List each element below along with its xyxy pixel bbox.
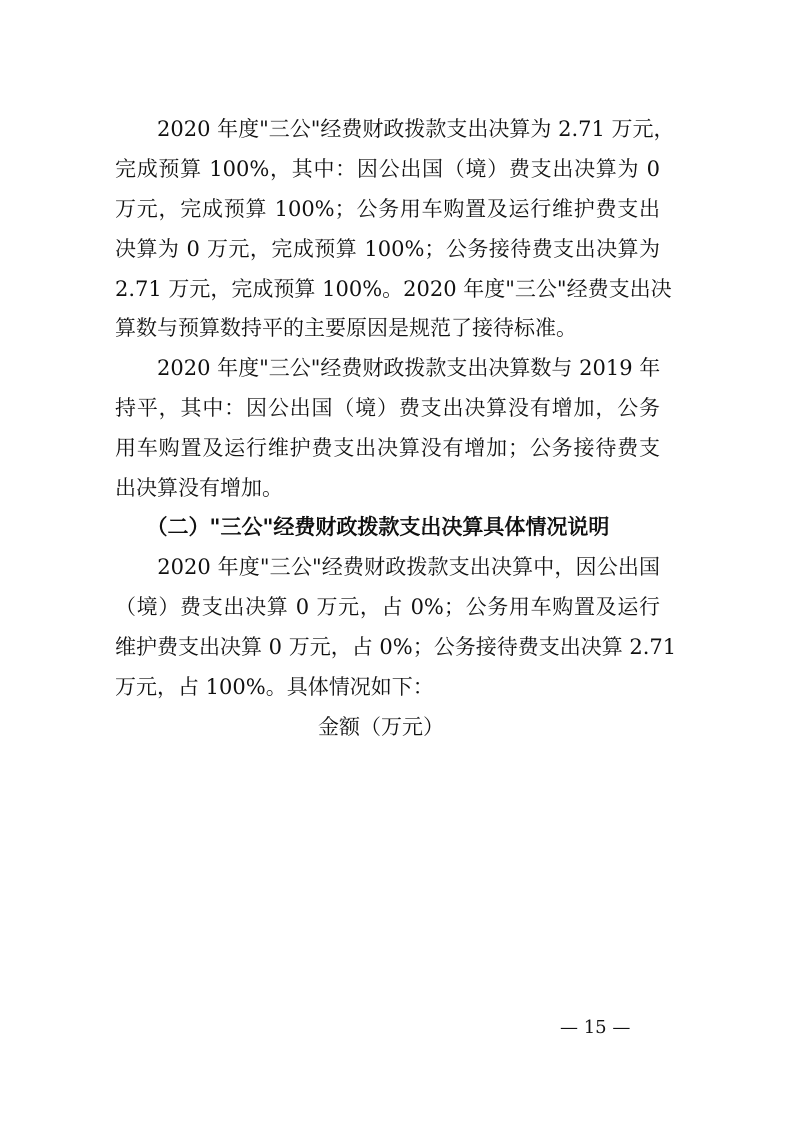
amount-unit-caption: 金额（万元） (318, 715, 444, 739)
paragraph-1-line-3: 万元，完成预算 100%；公务用车购置及运行维护费支出 (115, 197, 660, 221)
paragraph-3-line-4: 万元，占 100%。具体情况如下： (115, 675, 434, 699)
paragraph-2-line-3: 用车购置及运行维护费支出决算没有增加；公务接待费支 (115, 436, 660, 460)
section-heading: （二）"三公"经费财政拨款支出决算具体情况说明 (115, 514, 610, 539)
paragraph-2-line-1: 2020 年度"三公"经费财政拨款支出决算数与 2019 年 (115, 356, 661, 380)
paragraph-2-line-4: 出决算没有增加。 (115, 476, 283, 500)
page-number: — 15 — (560, 1017, 631, 1038)
paragraph-3-line-3: 维护费支出决算 0 万元，占 0%；公务接待费支出决算 2.71 (115, 635, 677, 659)
paragraph-3-line-2: （境）费支出决算 0 万元，占 0%；公务用车购置及运行 (115, 595, 660, 619)
paragraph-1-line-1: 2020 年度"三公"经费财政拨款支出决算为 2.71 万元， (115, 117, 675, 141)
paragraph-2-line-2: 持平，其中：因公出国（境）费支出决算没有增加，公务 (115, 396, 660, 420)
paragraph-3-line-1: 2020 年度"三公"经费财政拨款支出决算中，因公出国 (115, 555, 660, 579)
paragraph-1-line-6: 算数与预算数持平的主要原因是规范了接待标准。 (115, 316, 577, 340)
paragraph-1-line-4: 决算为 0 万元，完成预算 100%；公务接待费支出决算为 (115, 237, 660, 261)
paragraph-1-line-5: 2.71 万元，完成预算 100%。2020 年度"三公"经费支出决 (115, 277, 672, 301)
paragraph-1-line-2: 完成预算 100%，其中：因公出国（境）费支出决算为 0 (115, 157, 660, 181)
